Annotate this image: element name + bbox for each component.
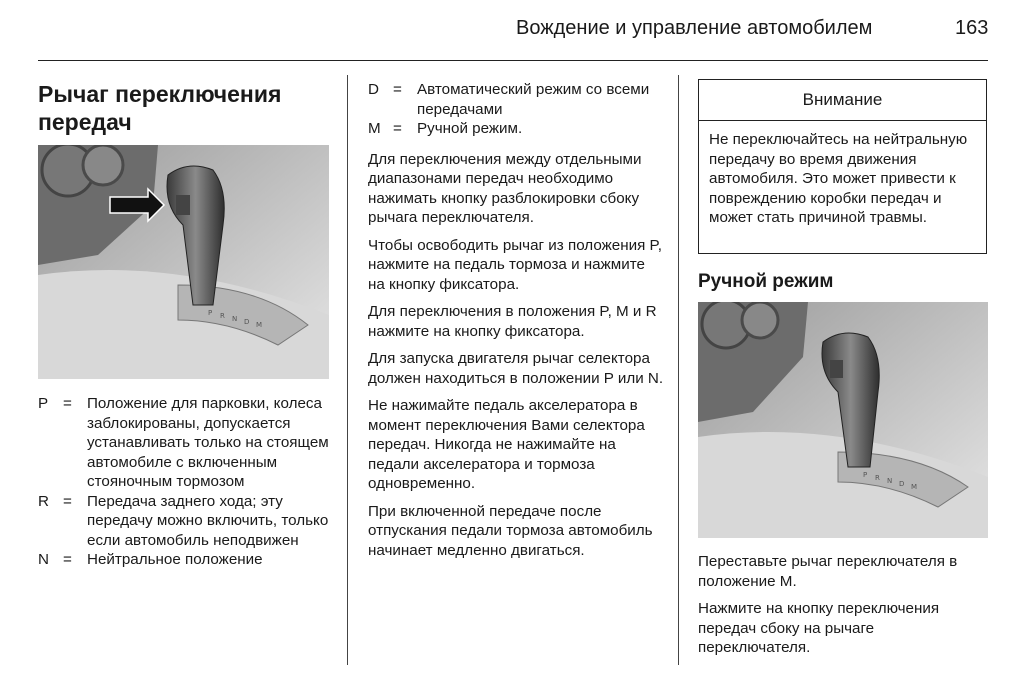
paragraph: Для переключения между отдельными диапазонами передач необходимо нажимать кнопку разблокировки сбоку рычага переключателя. — [368, 150, 642, 226]
paragraph: Переставьте рычаг переключателя в положение M. — [698, 553, 958, 590]
paragraph: Нажмите на кнопку переключения передач сбоку на рычаге переключателя. — [698, 600, 940, 656]
column-divider-2 — [678, 75, 679, 665]
gear-lever-photo — [38, 145, 329, 379]
column-1-definitions — [38, 394, 333, 570]
definition-D — [368, 80, 664, 119]
column-2 — [368, 80, 664, 568]
def-eq: = — [63, 492, 72, 510]
def-eq: = — [393, 120, 402, 137]
column-1 — [38, 80, 333, 136]
svg-text:M: M — [911, 483, 918, 491]
manual-mode-illustration — [698, 302, 988, 538]
page-header — [0, 0, 1035, 62]
def-eq: = — [63, 395, 72, 412]
paragraph: Не нажимайте педаль акселератора в момент переключения Вами селектора передач. Никогда не нажимайте на педали акселератора и тормоза одновременно. — [368, 397, 645, 492]
def-text: Нейтральное положение — [87, 551, 263, 568]
column-3-subsection — [698, 270, 990, 294]
def-key: R — [38, 492, 49, 510]
manual-mode-photo — [698, 302, 988, 538]
column-divider-1 — [347, 75, 348, 665]
def-key: N — [38, 551, 49, 568]
paragraph: Для переключения в положения P, M и R нажмите на кнопку фиксатора. — [368, 303, 657, 340]
svg-text:N: N — [232, 315, 238, 323]
header-divider — [38, 60, 988, 61]
paragraph: Чтобы освободить рычаг из положения P, нажмите на педаль тормоза и нажмите на кнопку фиксатора. — [368, 236, 662, 293]
warning-title: Внимание — [699, 80, 986, 121]
def-key: M — [368, 120, 381, 137]
definition-R — [38, 492, 333, 551]
def-text: Автоматический режим со всеми передачами — [417, 81, 650, 118]
def-text: Передача заднего хода; эту передачу можно включить, только если автомобиль неподвижен — [87, 492, 329, 549]
svg-text:P: P — [863, 471, 868, 479]
svg-text:N: N — [887, 477, 893, 485]
svg-text:P: P — [208, 309, 213, 317]
def-text: Ручной режим. — [417, 120, 523, 137]
warning-text: Не переключайтесь на нейтральную передачу во время движения автомобиля. Это может привести к повреждению коробки передач и может стать причиной травмы. — [709, 131, 968, 226]
paragraph: При включенной передаче после отпускания педали тормоза автомобиль начинает медленно двигаться. — [368, 502, 653, 559]
def-key: D — [368, 81, 379, 98]
svg-text:M: M — [256, 321, 263, 329]
definition-N — [38, 550, 333, 570]
svg-text:R: R — [220, 312, 225, 320]
def-eq: = — [63, 551, 72, 568]
def-key: P — [38, 395, 49, 412]
page-number: 163 — [955, 17, 989, 39]
column-3-paragraphs — [698, 552, 990, 666]
def-text: Положение для парковки, колеса заблокированы, допускается устанавливать только на стоящем автомобиле с включенным стояночным тормозом — [87, 395, 329, 490]
paragraph: Для запуска двигателя рычаг селектора должен находиться в положении P или N. — [368, 350, 664, 387]
svg-text:R: R — [875, 474, 880, 482]
svg-text:D: D — [899, 480, 905, 488]
def-eq: = — [393, 81, 402, 98]
gear-lever-illustration — [38, 145, 329, 379]
subsection-title: Ручной режим — [698, 271, 834, 292]
warning-box — [698, 79, 987, 254]
header-title: Вождение и управление автомобилем — [516, 17, 873, 39]
svg-text:D: D — [244, 318, 250, 326]
section-title: Рычаг переключения передач — [38, 81, 282, 135]
definition-P — [38, 394, 333, 492]
definition-M — [368, 119, 664, 139]
